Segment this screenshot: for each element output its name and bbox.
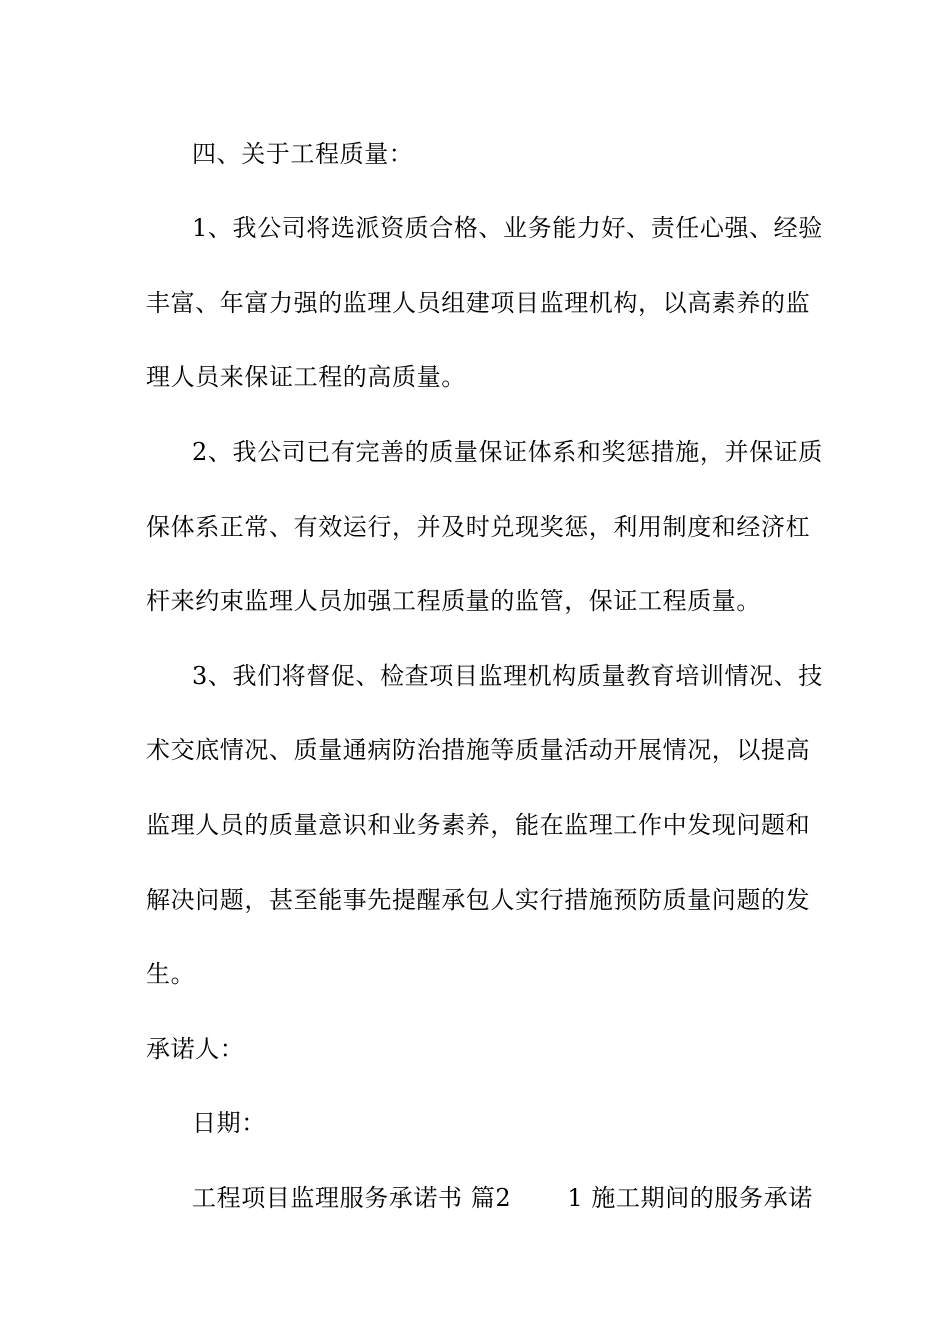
paragraph-3-line-3: 监理人员的质量意识和业务素养，能在监理工作中发现问题和 (146, 811, 811, 839)
paragraph-2-line-1: 2、我公司已有完善的质量保证体系和奖惩措施，并保证质 (192, 438, 823, 466)
next-section-heading (192, 1182, 852, 1214)
next-section-subtitle: 1 施工期间的服务承诺 (567, 1184, 813, 1212)
promisor-label: 承诺人： (146, 1035, 245, 1063)
paragraph-3-line-2: 术交底情况、质量通病防治措施等质量活动开展情况，以提高 (146, 736, 811, 764)
next-section-title: 工程项目监理服务承诺书 篇2 (192, 1184, 512, 1212)
section-heading: 四、关于工程质量： (192, 140, 414, 168)
paragraph-1-line-2: 丰富、年富力强的监理人员组建项目监理机构，以高素养的监 (146, 289, 811, 317)
paragraph-3-line-5: 生。 (146, 960, 196, 988)
paragraph-2-line-3: 杆来约束监理人员加强工程质量的监管，保证工程质量。 (146, 587, 761, 615)
paragraph-2-line-2: 保体系正常、有效运行，并及时兑现奖惩，利用制度和经济杠 (146, 513, 811, 541)
paragraph-1-line-1: 1、我公司将选派资质合格、业务能力好、责任心强、经验 (192, 214, 823, 242)
paragraph-1-line-3: 理人员来保证工程的高质量。 (146, 363, 466, 391)
date-label: 日期： (192, 1109, 266, 1137)
paragraph-3-line-4: 解决问题，甚至能事先提醒承包人实行措施预防质量问题的发 (146, 886, 811, 914)
paragraph-3-line-1: 3、我们将督促、检查项目监理机构质量教育培训情况、技 (192, 662, 823, 690)
